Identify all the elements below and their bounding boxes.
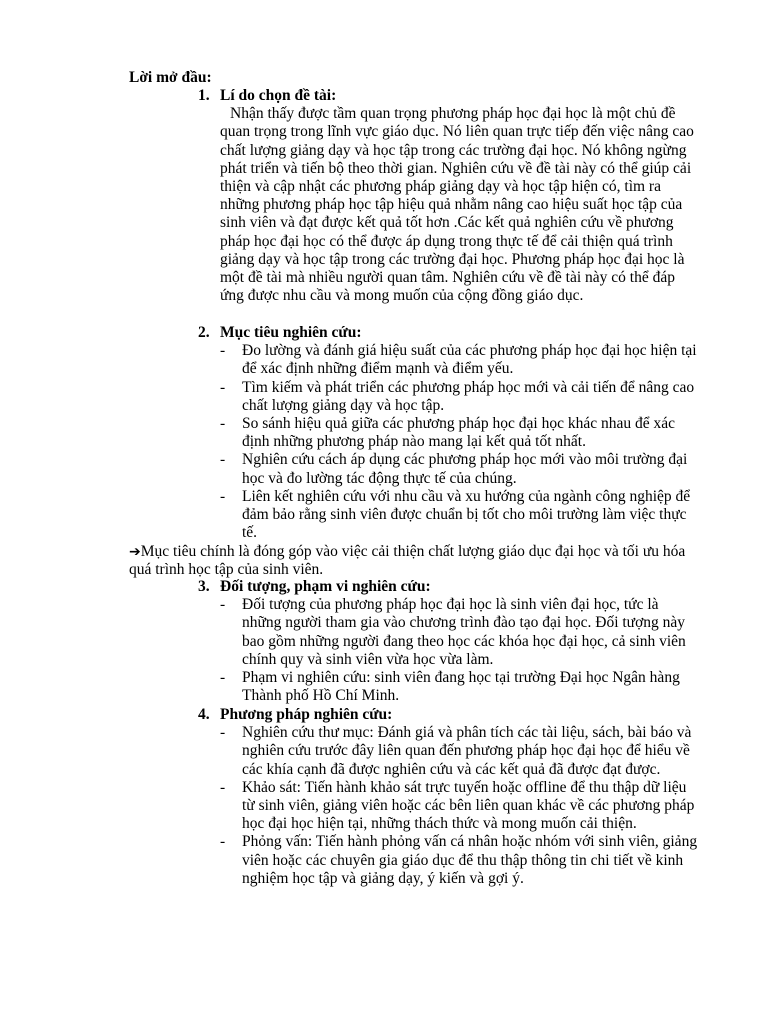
list-item xyxy=(198,779,698,834)
section-title xyxy=(198,706,698,724)
list-item-text: Nghiên cứu cách áp dụng các phương pháp học mới vào môi trường đại học và đo lường tác động thực tế của chúng. xyxy=(242,451,688,487)
section-number: 4. xyxy=(198,706,210,723)
bullet-dash: - xyxy=(220,378,226,396)
arrow-right-icon: ➔ xyxy=(129,544,141,560)
section-number: 3. xyxy=(198,578,210,595)
list-item xyxy=(198,342,698,378)
section-title xyxy=(198,87,698,105)
list-item-text: Liên kết nghiên cứu với nhu cầu và xu hướng của ngành công nghiệp để đảm bảo rằng sinh viên được chuẩn bị tốt cho môi trường làm việc thực tế. xyxy=(242,487,691,542)
bullet-dash: - xyxy=(220,451,226,469)
list-item xyxy=(198,596,698,669)
bullet-dash: - xyxy=(220,724,226,742)
list-item-text: Tìm kiếm và phát triển các phương pháp học mới và cải tiến để nâng cao chất lượng giảng dạy và học tập. xyxy=(242,378,695,414)
document-heading: Lời mở đầu: xyxy=(129,69,212,86)
section-title-text: Mục tiêu nghiên cứu: xyxy=(220,324,362,341)
section-number: 2. xyxy=(198,324,210,341)
section-title xyxy=(198,578,698,596)
bullet-dash: - xyxy=(220,833,226,851)
section-title-text: Lí do chọn đề tài: xyxy=(220,87,337,104)
list-item xyxy=(198,669,698,705)
list-item-text: Nghiên cứu thư mục: Đánh giá và phân tích các tài liệu, sách, bài báo và nghiên cứu trước đây liên quan đến phương pháp học đại học để hiểu về các khía cạnh đã được nghiên cứu và các kết quả đã được đạt được. xyxy=(242,724,692,778)
objective-conclusion xyxy=(129,543,699,579)
list-item xyxy=(198,451,698,487)
section-methods xyxy=(198,706,698,888)
objectives-list xyxy=(198,342,698,542)
list-item xyxy=(198,415,698,451)
reason-paragraph xyxy=(220,105,698,305)
list-item xyxy=(198,379,698,415)
list-item-text: Phạm vi nghiên cứu: sinh viên đang học tại trường Đại học Ngân hàng Thành phố Hồ Chí Minh. xyxy=(242,669,680,705)
list-item-text: Đo lường và đánh giá hiệu suất của các phương pháp học đại học hiện tại để xác định những điểm mạnh và điểm yếu. xyxy=(242,342,697,378)
list-item xyxy=(198,833,698,888)
list-item-text: Phỏng vấn: Tiến hành phỏng vấn cá nhân hoặc nhóm với sinh viên, giảng viên hoặc các chuyên gia giáo dục để thu thập thông tin chi tiết về kinh nghiệm học tập và giảng dạy, ý kiến và gợi ý. xyxy=(242,833,698,887)
bullet-dash: - xyxy=(220,669,226,687)
bullet-dash: - xyxy=(220,778,226,796)
bullet-dash: - xyxy=(220,415,226,433)
section-reason xyxy=(198,87,698,305)
list-item-text: Đối tượng của phương pháp học đại học là sinh viên đại học, tức là những người tham gia vào chương trình đào tạo đại học. Đối tượng này bao gồm những người đang theo học các khóa học đại học, cả sinh viên chính quy và sinh viên vừa học vừa làm. xyxy=(242,596,686,668)
section-objectives xyxy=(198,324,698,542)
section-title-text: Đối tượng, phạm vi nghiên cứu: xyxy=(220,578,431,595)
methods-list xyxy=(198,724,698,888)
bullet-dash: - xyxy=(220,487,226,505)
bullet-dash: - xyxy=(220,596,226,614)
bullet-dash: - xyxy=(220,342,226,360)
list-item xyxy=(198,488,698,543)
section-number: 1. xyxy=(198,87,210,104)
section-scope xyxy=(198,578,698,705)
conclusion-text: Mục tiêu chính là đóng góp vào việc cải thiện chất lượng giáo dục đại học và tối ưu hóa quá trình học tập của sinh viên. xyxy=(129,543,686,579)
reason-paragraph-text: Nhận thấy được tầm quan trọng phương pháp học đại học là một chủ đề quan trọng trong lĩnh vực giáo dục. Nó liên quan trực tiếp đến việc nâng cao chất lượng giảng dạy và học tập trong các trường đại học. Nó không ngừng phát triển và tiến bộ theo thời gian. Nghiên cứu về đề tài này có thể giúp cải thiện và cập nhật các phương pháp giảng dạy và học tập hiện có, tìm ra những phương pháp học tập hiệu quả nhằm nâng cao hiệu suất học tập của sinh viên và đạt được kết quả tốt hơn .Các kết quả nghiên cứu về phương pháp học đại học có thể được áp dụng trong thực tế để cải thiện quá trình giảng dạy và học tập trong các trường đại học. Phương pháp học đại học là một đề tài mà nhiều người quan tâm. Nghiên cứu về đề tài này có thể đáp ứng được nhu cầu và mong muốn của cộng đồng giáo dục. xyxy=(220,105,694,305)
list-item-text: Khảo sát: Tiến hành khảo sát trực tuyến hoặc offline để thu thập dữ liệu từ sinh viên, giảng viên hoặc các bên liên quan khác về các phương pháp học đại học hiện tại, những thách thức và mong muốn cải thiện. xyxy=(242,778,695,833)
list-item xyxy=(198,724,698,779)
scope-list xyxy=(198,596,698,705)
list-item-text: So sánh hiệu quả giữa các phương pháp học đại học khác nhau để xác định những phương pháp nào mang lại kết quả tốt nhất. xyxy=(242,415,676,451)
section-title-text: Phương pháp nghiên cứu: xyxy=(220,706,393,723)
section-title xyxy=(198,324,698,342)
